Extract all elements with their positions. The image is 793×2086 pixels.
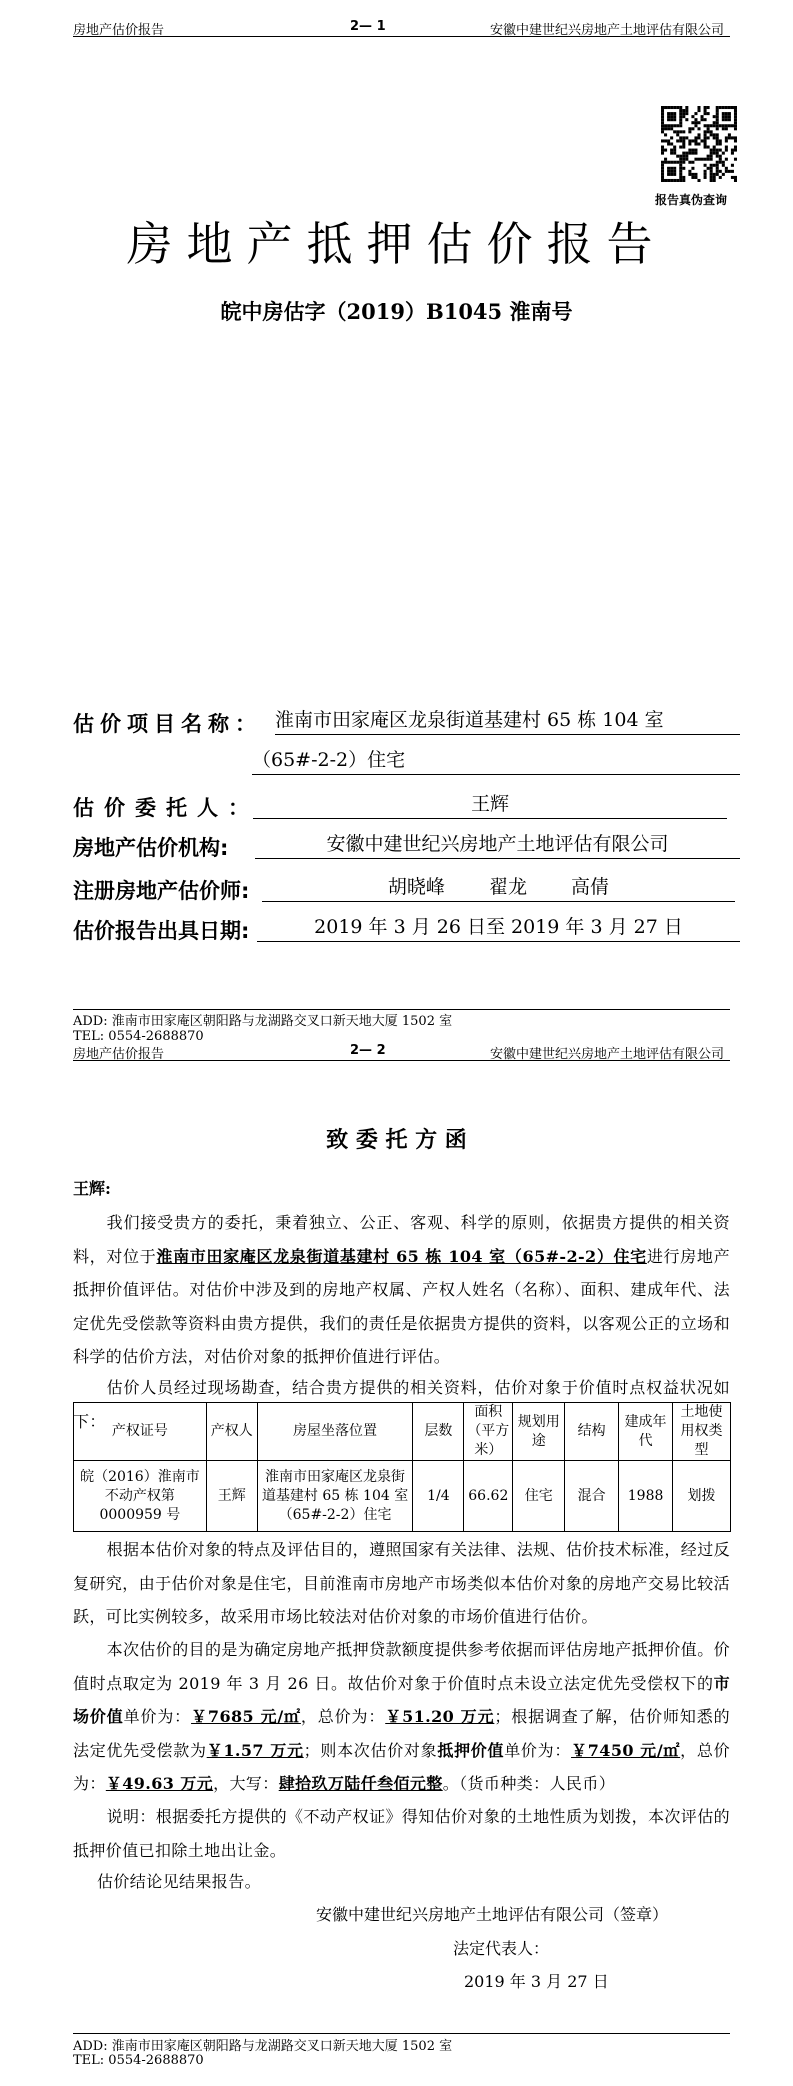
signature-representative: 法定代表人： <box>453 1939 550 1958</box>
table-cell: 混合 <box>565 1461 619 1532</box>
table-cell: 划拨 <box>673 1461 731 1532</box>
page1-footer-address: ADD: 淮南市田家庵区朝阳路与龙湖路交叉口新天地大厦 1502 室 <box>73 1014 453 1029</box>
header-divider <box>73 36 730 37</box>
column-header: 产权人 <box>206 1403 257 1461</box>
page2-header-right: 安徽中建世纪兴房地产土地评估有限公司 <box>490 1047 725 1062</box>
text: ，总价为： <box>300 1707 386 1726</box>
header-divider <box>73 1060 730 1061</box>
property-address: 淮南市田家庵区龙泉街道基建村 65 栋 104 室（65#-2-2）住宅 <box>156 1246 647 1266</box>
paragraph-commission <box>73 1206 730 1374</box>
page1-header-right: 安徽中建世纪兴房地产土地评估有限公司 <box>490 23 725 38</box>
salutation: 王辉: <box>73 1179 111 1198</box>
column-header: 房屋坐落位置 <box>257 1403 413 1461</box>
column-header: 规划用途 <box>513 1403 565 1461</box>
column-header: 面积（平方米） <box>464 1403 513 1461</box>
text: 本次估价的目的是为确定房地产抵押贷款额度提供参考依据而评估房地产抵押价值。价值时点取定为 2019 年 3 月 26 日。故估价对象于价值时点未设立法定优先受偿权下的 <box>73 1640 730 1693</box>
column-header: 产权证号 <box>74 1403 207 1461</box>
column-header: 建成年代 <box>619 1403 673 1461</box>
page2-header-left: 房地产估价报告 <box>73 1047 165 1062</box>
qr-code-icon <box>661 106 737 182</box>
report-title: 房地产抵押估价报告 <box>126 217 667 271</box>
client-label: 估价委托人： <box>73 796 259 820</box>
project-value-line1: 淮南市田家庵区龙泉街道基建村 65 栋 104 室 <box>275 708 740 735</box>
paragraph-survey: 估价人员经过现场勘查，结合贵方提供的相关资料，估价对象于价值时点权益状况如下： <box>73 1378 730 1431</box>
signature-date: 2019 年 3 月 27 日 <box>464 1972 609 1991</box>
mortgage-value-label: 抵押价值 <box>437 1740 505 1760</box>
appraiser-name: 高倩 <box>571 876 610 898</box>
signature-company: 安徽中建世纪兴房地产土地评估有限公司（签章） <box>316 1905 669 1924</box>
market-total: ￥51.20 万元 <box>385 1707 495 1726</box>
paragraph-conclusion: 估价结论见结果报告。 <box>97 1872 262 1891</box>
text: ；则本次估价对象 <box>303 1740 438 1760</box>
page1-page-number: 2— 1 <box>350 19 386 34</box>
client-value: 王辉 <box>253 792 727 819</box>
text: 我们接受贵方的委托，秉着独立、公正、客观、科学的原则，依据贵方提供的相关资料，对位于 <box>73 1213 730 1266</box>
appraisers-value <box>262 875 735 902</box>
appraisers-label: 注册房地产估价师: <box>73 879 250 903</box>
mortgage-total-words: 肆拾玖万陆仟叁佰元整 <box>278 1774 443 1793</box>
mortgage-total: ￥49.63 万元 <box>105 1774 214 1793</box>
qr-caption: 报告真伪查询 <box>655 193 728 207</box>
table-row <box>74 1461 731 1532</box>
text: 进行房地产抵押价值评估。对估价中涉及到的房地产权属、产权人姓名（名称）、面积、建成年代、法定优先受偿款等资料由贵方提供，我们的责任是依据贵方提供的资料，以客观公正的立场和科学的估价方法，对估价对象的抵押价值进行评估。 <box>73 1246 730 1366</box>
table-cell: 淮南市田家庵区龙泉街道基建村 65 栋 104 室（65#-2-2）住宅 <box>257 1461 413 1532</box>
table-cell: 1/4 <box>413 1461 464 1532</box>
appraiser-name: 胡晓峰 <box>387 876 445 898</box>
appraiser-name: 翟龙 <box>488 876 527 898</box>
date-label: 估价报告出具日期: <box>73 919 250 943</box>
project-label: 估价项目名称： <box>73 712 262 736</box>
market-unit-price: ￥7685 元/㎡ <box>191 1707 301 1726</box>
table-cell: 王辉 <box>206 1461 257 1532</box>
paragraph-valuation <box>73 1633 730 1801</box>
table-cell: 皖（2016）淮南市不动产权第 0000959 号 <box>74 1461 207 1532</box>
report-number: 皖中房估字（2019）B1045 淮南号 <box>220 299 573 324</box>
column-header: 层数 <box>413 1403 464 1461</box>
date-value: 2019 年 3 月 26 日至 2019 年 3 月 27 日 <box>257 915 740 942</box>
page1-header-left: 房地产估价报告 <box>73 23 165 38</box>
project-value-line2: （65#-2-2）住宅 <box>252 748 740 775</box>
agency-value: 安徽中建世纪兴房地产土地评估有限公司 <box>255 832 740 859</box>
table-cell: 住宅 <box>513 1461 565 1532</box>
priority-amount: ￥1.57 万元 <box>206 1740 304 1760</box>
text: ；根据调查了解，估价师知悉的法定优先受偿款为 <box>73 1707 730 1760</box>
table-cell: 1988 <box>619 1461 673 1532</box>
page2-footer-tel: TEL: 0554-2688870 <box>73 2053 204 2068</box>
text: 。（货币种类：人民币） <box>442 1774 616 1793</box>
column-header: 土地使用权类型 <box>673 1403 731 1461</box>
text: 单价为： <box>123 1707 192 1726</box>
footer-divider <box>73 2033 730 2034</box>
paragraph-note: 说明：根据委托方提供的《不动产权证》得知估价对象的土地性质为划拨，本次评估的抵押价值已扣除土地出让金。 <box>73 1807 730 1860</box>
agency-label: 房地产估价机构: <box>73 836 229 860</box>
text: ，总价为： <box>73 1740 730 1793</box>
column-header: 结构 <box>565 1403 619 1461</box>
text: 单价为： <box>504 1740 572 1760</box>
table-header-row <box>74 1403 731 1461</box>
market-value-label: 市场价值 <box>73 1673 730 1726</box>
page2-page-number: 2— 2 <box>350 1043 386 1058</box>
letter-title: 致 委 托 方 函 <box>326 1127 467 1153</box>
page1-footer-tel: TEL: 0554-2688870 <box>73 1029 204 1044</box>
paragraph-method: 根据本估价对象的特点及评估目的，遵照国家有关法律、法规、估价技术标准，经过反复研究，由于估价对象是住宅，目前淮南市房地产市场类似本估价对象的房地产交易比较活跃，可比实例较多，故采用市场比较法对估价对象的市场价值进行估价。 <box>73 1540 730 1626</box>
mortgage-unit-price: ￥7450 元/㎡ <box>571 1740 681 1760</box>
text: ，大写： <box>213 1774 279 1793</box>
table-cell: 66.62 <box>464 1461 513 1532</box>
page2-footer-address: ADD: 淮南市田家庵区朝阳路与龙湖路交叉口新天地大厦 1502 室 <box>73 2039 453 2054</box>
property-table <box>73 1402 731 1532</box>
